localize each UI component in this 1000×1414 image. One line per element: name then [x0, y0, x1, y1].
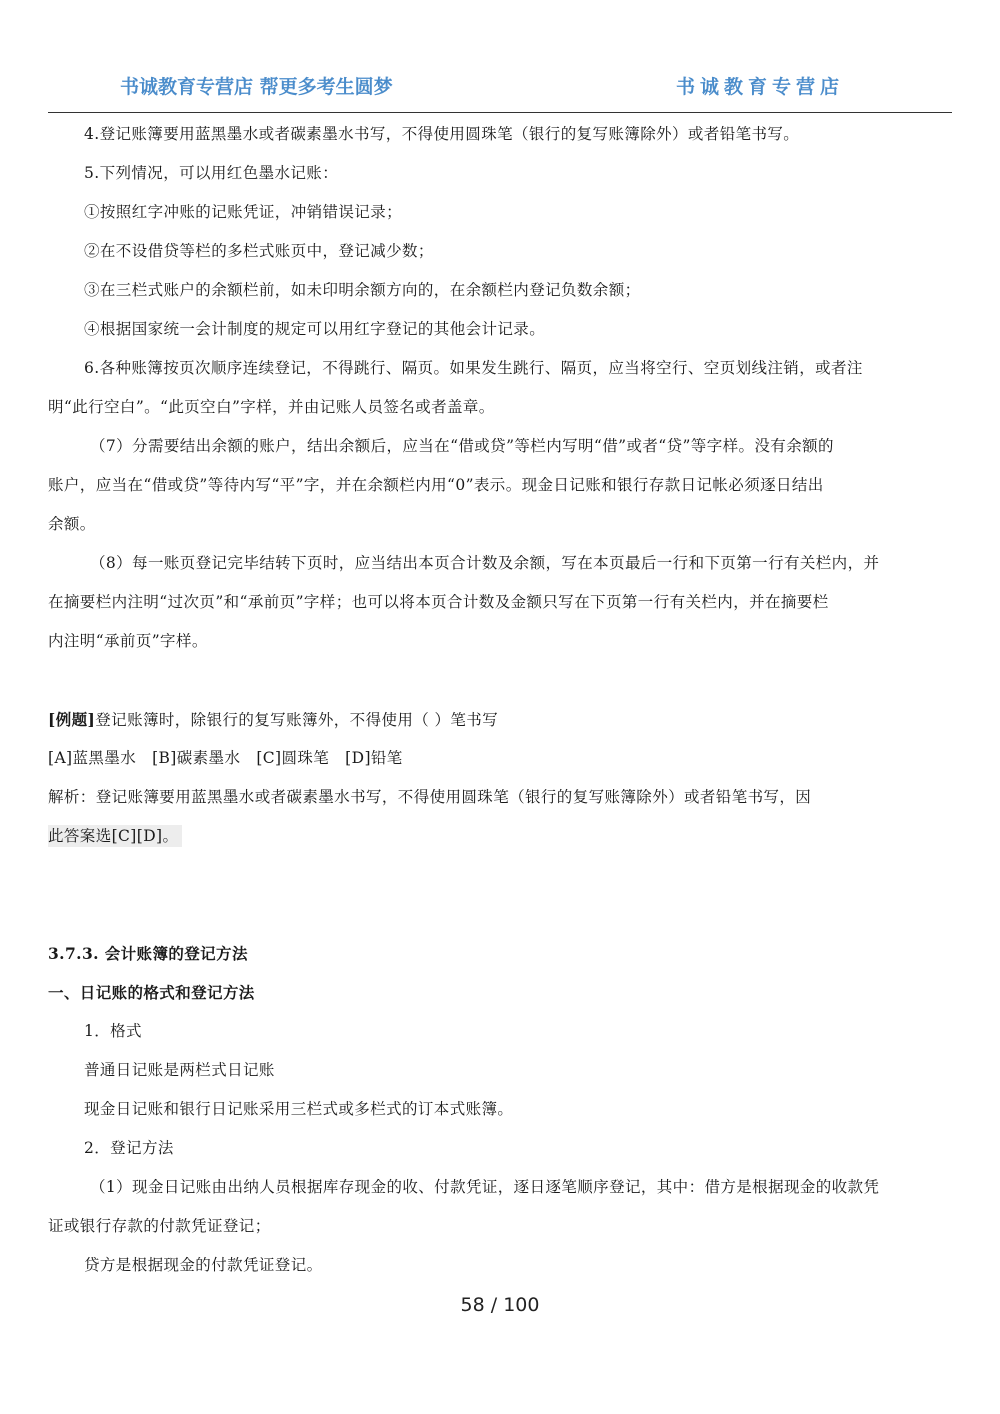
- rule-8-line-1: （8）每一账页登记完毕结转下页时，应当结出本页合计数及余额，写在本页最后一行和下页第一行有关栏内，并: [90, 554, 880, 572]
- rule-6-line-2: 明“此行空白”。“此页空白”字样，并由记账人员签名或者盖章。: [48, 398, 495, 416]
- item-1-text-2: 现金日记账和银行日记账采用三栏式或多栏式的订本式账簿。: [84, 1100, 514, 1118]
- example-analysis-line-2: [48, 817, 952, 856]
- rule-8-line-3: 内注明“承前页”字样。: [48, 632, 208, 650]
- example-answer: 此答案选[C][D]。: [48, 825, 182, 847]
- item-1-text-1: 普通日记账是两栏式日记账: [84, 1061, 275, 1079]
- example-options: [A]蓝黑墨水 [B]碳素墨水 [C]圆珠笔 [D]铅笔: [48, 749, 403, 767]
- rule-5-item-1: ①按照红字冲账的记账凭证，冲销错误记录；: [84, 203, 403, 221]
- item-2-heading: 2．登记方法: [84, 1139, 174, 1157]
- page-number: 58 / 100: [460, 1294, 540, 1316]
- spacer: [48, 661, 952, 700]
- rule-5-item-3: ③在三栏式账户的余额栏前，如未印明余额方向的，在余额栏内登记负数余额；: [84, 281, 641, 299]
- example-analysis-line-1: 解析：登记账簿要用蓝黑墨水或者碳素墨水书写，不得使用圆珠笔（银行的复写账簿除外）或者铅笔书写，因: [48, 788, 812, 806]
- rule-5-item-4: ④根据国家统一会计制度的规定可以用红字登记的其他会计记录。: [84, 320, 546, 338]
- page-content: [48, 115, 952, 1285]
- item-2-line-1: （1）现金日记账由出纳人员根据库存现金的收、付款凭证，逐日逐笔顺序登记，其中：借方是根据现金的收款凭: [90, 1178, 880, 1196]
- rule-4: 4.登记账簿要用蓝黑墨水或者碳素墨水书写，不得使用圆珠笔（银行的复写账簿除外）或者铅笔书写。: [84, 125, 800, 143]
- rule-7-line-2: 账户，应当在“借或贷”等待内写“平”字，并在余额栏内用“0”表示。现金日记账和银行存款日记帐必须逐日结出: [48, 476, 824, 494]
- header-right-text: 书诚教育专营店: [676, 76, 845, 98]
- item-2-line-3: 贷方是根据现金的付款凭证登记。: [84, 1256, 323, 1274]
- item-1-heading: 1．格式: [84, 1022, 142, 1040]
- rule-6-line-1: 6.各种账簿按页次顺序连续登记，不得跳行、隔页。如果发生跳行、隔页，应当将空行、空页划线注销，或者注: [84, 359, 863, 377]
- section-subtitle: 一、日记账的格式和登记方法: [48, 983, 255, 1002]
- header-left-text: 书诚教育专营店 帮更多考生圆梦: [120, 76, 393, 98]
- rule-7-line-1: （7）分需要结出余额的账户，结出余额后，应当在“借或贷”等栏内写明“借”或者“贷”等字样。没有余额的: [90, 437, 834, 455]
- rule-5-item-2: ②在不设借贷等栏的多栏式账页中，登记减少数；: [84, 242, 434, 260]
- rule-8-line-2: 在摘要栏内注明“过次页”和“承前页”字样；也可以将本页合计数及金额只写在下页第一行有关栏内，并在摘要栏: [48, 593, 829, 611]
- section-title: 3.7.3. 会计账簿的登记方法: [48, 944, 248, 963]
- rule-7-line-3: 余额。: [48, 515, 96, 533]
- example-question: [48, 700, 952, 739]
- item-2-line-2: 证或银行存款的付款凭证登记；: [48, 1217, 271, 1235]
- example-question-text: 登记账簿时，除银行的复写账簿外，不得使用（ ）笔书写: [95, 711, 499, 729]
- rule-5: 5.下列情况，可以用红色墨水记账：: [84, 164, 339, 182]
- spacer: [48, 856, 952, 934]
- header-divider: [48, 112, 952, 113]
- example-tag: [例题]: [48, 710, 96, 729]
